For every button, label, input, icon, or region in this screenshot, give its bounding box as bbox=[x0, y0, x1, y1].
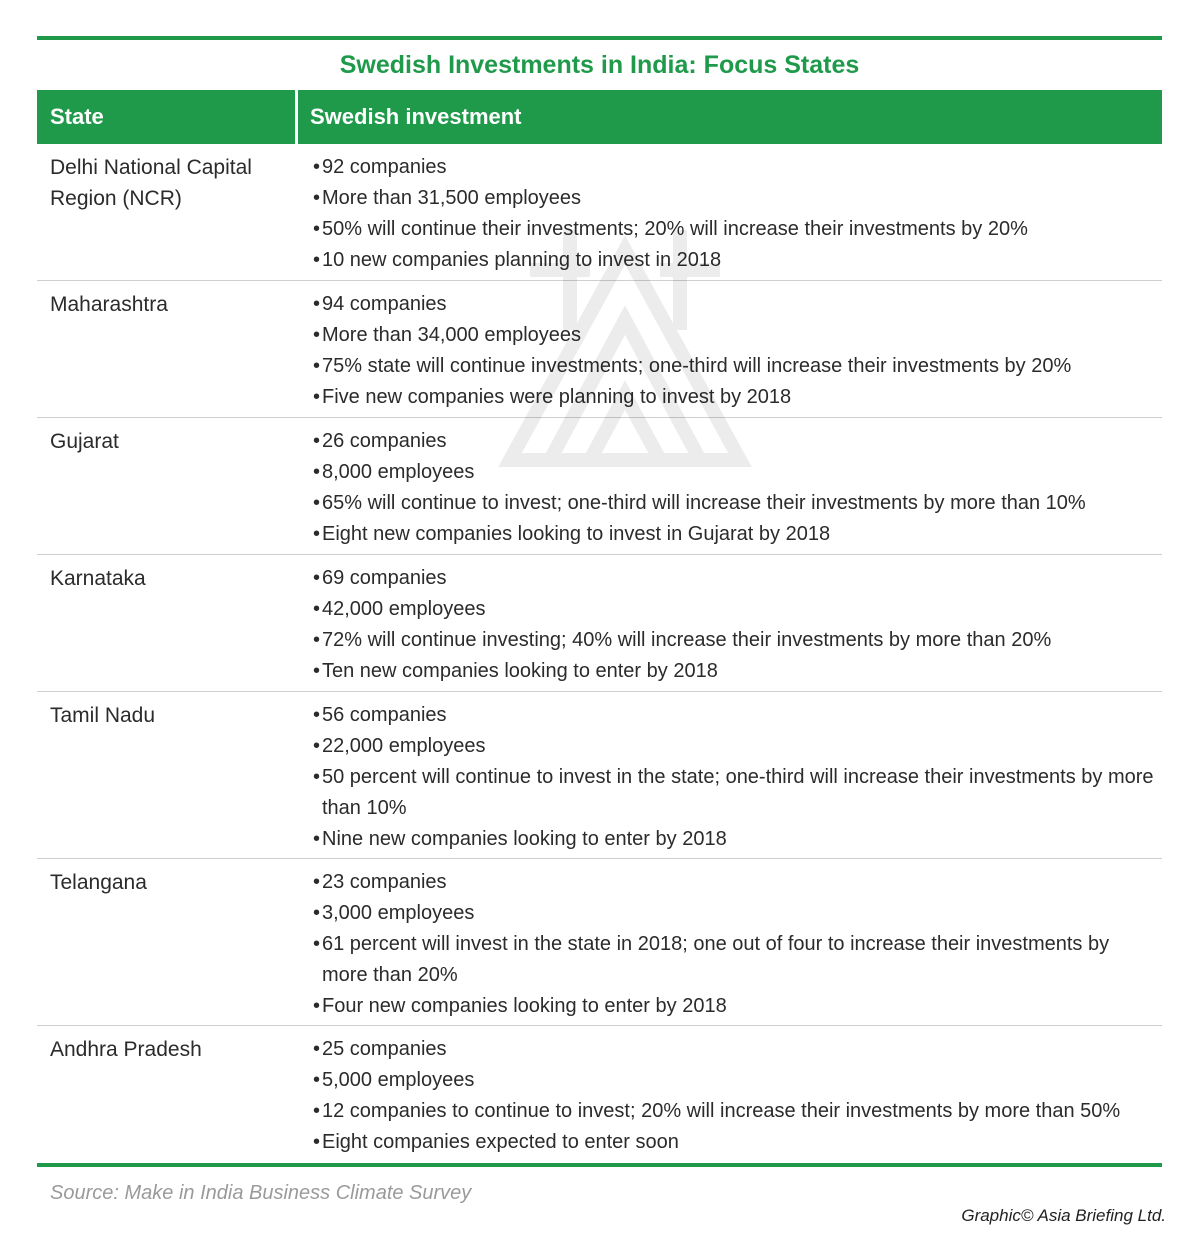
bullet-icon: • bbox=[313, 156, 321, 178]
bullet-icon: • bbox=[313, 1038, 321, 1060]
investment-item bbox=[313, 762, 1154, 824]
graphic-credit: Graphic© Asia Briefing Ltd. bbox=[961, 1206, 1166, 1225]
bullet-icon: • bbox=[313, 871, 321, 893]
investment-item bbox=[313, 824, 1154, 855]
investment-item bbox=[313, 1034, 1154, 1065]
investment-item bbox=[313, 625, 1154, 656]
investment-list bbox=[301, 418, 1162, 554]
header-investment: Swedish investment bbox=[310, 104, 522, 129]
investment-item-text: 10 new companies planning to invest in 2018 bbox=[322, 249, 722, 271]
bullet-icon: • bbox=[313, 828, 321, 850]
bullet-icon: • bbox=[313, 1131, 321, 1153]
investment-item-text: 42,000 employees bbox=[322, 598, 486, 620]
investment-item bbox=[313, 1065, 1154, 1096]
table-row bbox=[37, 859, 1162, 1026]
table-row bbox=[37, 418, 1162, 555]
investment-list bbox=[301, 692, 1162, 858]
bullet-icon: • bbox=[313, 660, 321, 682]
bullet-icon: • bbox=[313, 995, 321, 1017]
investment-item-text: 12 companies to continue to invest; 20% will increase their investments by more than 50% bbox=[322, 1100, 1121, 1122]
table-row bbox=[37, 1026, 1162, 1163]
investment-item-text: 5,000 employees bbox=[322, 1069, 475, 1091]
bullet-icon: • bbox=[313, 187, 321, 209]
bullet-icon: • bbox=[313, 293, 321, 315]
bullet-icon: • bbox=[313, 704, 321, 726]
state-name: Telangana bbox=[50, 871, 147, 894]
state-name: Andhra Pradesh bbox=[50, 1038, 202, 1061]
bullet-icon: • bbox=[313, 735, 321, 757]
investment-list bbox=[301, 1026, 1162, 1163]
investment-item-text: Nine new companies looking to enter by 2018 bbox=[322, 828, 727, 850]
investment-item-text: Five new companies were planning to invest by 2018 bbox=[322, 386, 792, 408]
investment-item bbox=[313, 1096, 1154, 1127]
bullet-icon: • bbox=[313, 1069, 321, 1091]
investment-item bbox=[313, 991, 1154, 1022]
investment-item-text: 94 companies bbox=[322, 293, 447, 315]
investment-list bbox=[301, 555, 1162, 691]
investment-item bbox=[313, 426, 1154, 457]
investment-item bbox=[313, 289, 1154, 320]
investment-item bbox=[313, 351, 1154, 382]
investment-item-text: 65% will continue to invest; one-third will increase their investments by more than 10% bbox=[322, 492, 1086, 514]
table-frame bbox=[37, 36, 1162, 1167]
investment-list bbox=[301, 859, 1162, 1025]
bullet-icon: • bbox=[313, 567, 321, 589]
state-name: Karnataka bbox=[50, 567, 146, 590]
investment-item bbox=[313, 214, 1154, 245]
investment-item bbox=[313, 488, 1154, 519]
investment-list bbox=[301, 281, 1162, 417]
investment-item-text: Four new companies looking to enter by 2018 bbox=[322, 995, 727, 1017]
bottom-rule bbox=[37, 1163, 1162, 1167]
bullet-icon: • bbox=[313, 461, 321, 483]
bullet-icon: • bbox=[313, 523, 321, 545]
table-row bbox=[37, 692, 1162, 859]
investment-item-text: 72% will continue investing; 40% will increase their investments by more than 20% bbox=[322, 629, 1052, 651]
investment-item bbox=[313, 183, 1154, 214]
bullet-icon: • bbox=[313, 933, 321, 955]
bullet-icon: • bbox=[313, 766, 321, 788]
bullet-icon: • bbox=[313, 249, 321, 271]
investment-item-text: Ten new companies looking to enter by 2018 bbox=[322, 660, 718, 682]
bullet-icon: • bbox=[313, 629, 321, 651]
investment-item-text: 23 companies bbox=[322, 871, 447, 893]
investment-item bbox=[313, 563, 1154, 594]
investment-item-text: More than 31,500 employees bbox=[322, 187, 582, 209]
table-header bbox=[37, 90, 1162, 144]
investment-item-text: 69 companies bbox=[322, 567, 447, 589]
bullet-icon: • bbox=[313, 218, 321, 240]
state-name: Maharashtra bbox=[50, 293, 168, 316]
bullet-icon: • bbox=[313, 355, 321, 377]
source-note: Source: Make in India Business Climate Survey bbox=[50, 1182, 472, 1204]
investment-item-text: 50 percent will continue to invest in the state; one-third will increase their investments by more than 10% bbox=[322, 766, 1154, 819]
bullet-icon: • bbox=[313, 386, 321, 408]
investment-item bbox=[313, 457, 1154, 488]
investment-item bbox=[313, 519, 1154, 550]
state-name: Tamil Nadu bbox=[50, 704, 156, 727]
investment-item-text: 50% will continue their investments; 20% will increase their investments by 20% bbox=[322, 218, 1028, 240]
investment-item-text: 92 companies bbox=[322, 156, 447, 178]
table-row bbox=[37, 555, 1162, 692]
investment-item bbox=[313, 656, 1154, 687]
investment-item bbox=[313, 382, 1154, 413]
bullet-icon: • bbox=[313, 492, 321, 514]
table-body bbox=[37, 144, 1162, 1163]
investment-item bbox=[313, 245, 1154, 276]
investment-item bbox=[313, 898, 1154, 929]
investment-item bbox=[313, 1127, 1154, 1158]
investment-item bbox=[313, 867, 1154, 898]
investment-item-text: 75% state will continue investments; one-third will increase their investments by 20% bbox=[322, 355, 1072, 377]
table-row bbox=[37, 281, 1162, 418]
state-name: Gujarat bbox=[50, 430, 119, 453]
header-state: State bbox=[37, 90, 298, 144]
investment-item-text: 8,000 employees bbox=[322, 461, 475, 483]
bullet-icon: • bbox=[313, 902, 321, 924]
table-title: Swedish Investments in India: Focus States bbox=[339, 51, 860, 79]
investment-item bbox=[313, 700, 1154, 731]
investment-item-text: 25 companies bbox=[322, 1038, 447, 1060]
bullet-icon: • bbox=[313, 1100, 321, 1122]
investment-item bbox=[313, 594, 1154, 625]
bullet-icon: • bbox=[313, 430, 321, 452]
investment-item-text: 22,000 employees bbox=[322, 735, 486, 757]
investment-item-text: 3,000 employees bbox=[322, 902, 475, 924]
investment-item bbox=[313, 731, 1154, 762]
bullet-icon: • bbox=[313, 598, 321, 620]
table-row bbox=[37, 144, 1162, 281]
investment-item-text: Eight new companies looking to invest in Gujarat by 2018 bbox=[322, 523, 831, 545]
bullet-icon: • bbox=[313, 324, 321, 346]
state-name: Delhi National Capital Region (NCR) bbox=[50, 156, 252, 210]
investment-item bbox=[313, 320, 1154, 351]
investment-item-text: 56 companies bbox=[322, 704, 447, 726]
investment-item-text: More than 34,000 employees bbox=[322, 324, 582, 346]
investment-item bbox=[313, 929, 1154, 991]
investment-list bbox=[301, 144, 1162, 280]
investment-item bbox=[313, 152, 1154, 183]
investment-item-text: 61 percent will invest in the state in 2018; one out of four to increase their investments by more than 20% bbox=[322, 933, 1110, 986]
investment-item-text: 26 companies bbox=[322, 430, 447, 452]
investment-item-text: Eight companies expected to enter soon bbox=[322, 1131, 679, 1153]
